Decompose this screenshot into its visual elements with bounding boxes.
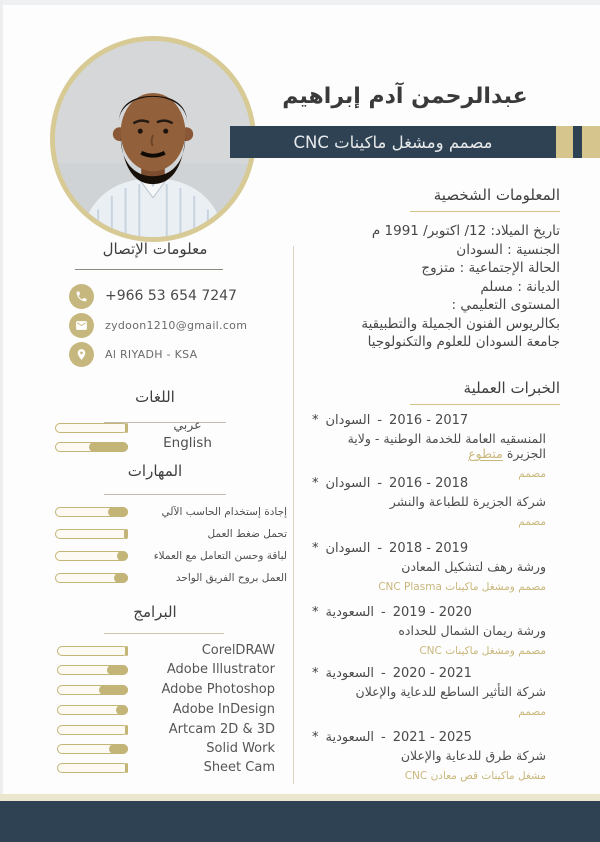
entry-country: السعودية: [325, 605, 375, 620]
entry-role: مصمم: [518, 468, 546, 480]
level-fill: [109, 744, 128, 754]
experience-entry: [312, 413, 560, 480]
entry-company: ورشة رهف لتشكيل المعادن: [401, 559, 546, 574]
religion-line: الديانة : مسلم: [480, 278, 560, 295]
entry-period: 2019 - 2020: [392, 605, 472, 620]
language-level-bar: [55, 423, 128, 433]
entry-period: 2020 - 2021: [392, 666, 472, 681]
program-level-bar: [57, 646, 128, 656]
skill-label: لباقة وحسن التعامل مع العملاء: [153, 550, 287, 562]
asterisk-bullet: *: [312, 541, 319, 556]
degree-line: بكالريوس الفنون الجميلة والتطبيقية: [361, 315, 560, 332]
entry-role: مشغل ماكينات قص معادن CNC: [404, 770, 546, 782]
level-fill: [99, 685, 128, 695]
level-fill: [125, 763, 128, 773]
level-fill: [125, 725, 128, 735]
entry-company: شركة التأثير الساطع للدعاية والإعلان: [355, 684, 546, 699]
entry-date-line: [312, 605, 560, 620]
entry-period: 2021 - 2025: [392, 730, 472, 745]
program-label: Adobe Photoshop: [161, 682, 275, 697]
personal-info-lines: [312, 222, 560, 352]
banner-accent-gold-2: [582, 126, 600, 158]
skill-level-bar: [55, 507, 128, 517]
phone-number: +966 53 654 7247: [105, 288, 237, 304]
programs-title: البرامج: [133, 603, 177, 621]
section-underline: [75, 269, 223, 270]
volunteer-tag: متطوع: [468, 446, 503, 461]
entry-date-line: [312, 413, 560, 428]
entry-date-line: [312, 730, 560, 745]
skill-label: إجادة إستخدام الحاسب الآلي: [161, 506, 287, 518]
profile-photo: [50, 36, 256, 242]
experience-entry: [312, 666, 560, 718]
page-left-edge: [0, 0, 3, 842]
program-level-bar: [57, 725, 128, 735]
section-underline: [104, 633, 224, 634]
email-address: zydoon1210@gmail.com: [105, 319, 248, 332]
level-fill: [125, 646, 128, 656]
column-divider: [293, 246, 294, 784]
entry-country: السودان: [325, 413, 371, 428]
university-line: جامعة السودان للعلوم والتكنولوجيا: [367, 334, 560, 350]
level-fill: [116, 705, 128, 715]
phone-icon: [69, 284, 94, 309]
program-level-bar: [57, 744, 128, 754]
nationality-line: الجنسية : السودان: [456, 241, 560, 258]
experience-entry: [312, 605, 560, 657]
experience-entry: [312, 476, 560, 528]
skill-level-bar: [55, 529, 128, 539]
dash-separator: -: [377, 476, 383, 491]
language-label: English: [163, 435, 212, 451]
dash-separator: -: [381, 666, 386, 681]
asterisk-bullet: *: [312, 605, 319, 620]
entry-role: مصمم: [518, 706, 546, 718]
dash-separator: -: [377, 413, 383, 428]
program-label: CorelDRAW: [201, 643, 275, 658]
entry-role: مصمم: [518, 516, 546, 528]
footer-gold-stripe: [0, 794, 600, 801]
person-portrait-illustration: [55, 41, 251, 237]
program-label: Adobe InDesign: [172, 702, 275, 717]
education-label-line: المستوى التعليمي :: [451, 297, 560, 313]
program-label: Solid Work: [206, 741, 275, 756]
entry-period: 2016 - 2018: [389, 476, 469, 491]
entry-company: شركة الجزيرة للطباعة والنشر: [389, 494, 546, 509]
experience-section: [312, 379, 560, 405]
banner-accent-gold-1: [556, 126, 573, 158]
entry-country: السودان: [325, 541, 371, 556]
dash-separator: -: [377, 541, 383, 556]
level-fill: [107, 665, 128, 675]
footer-navy-bar: [0, 801, 600, 842]
program-level-bar: [57, 705, 128, 715]
skill-label: تحمل ضغط العمل: [207, 528, 287, 540]
languages-title: اللغات: [135, 388, 175, 406]
skill-level-bar: [55, 573, 128, 583]
entry-date-line: [312, 476, 560, 491]
asterisk-bullet: *: [312, 413, 319, 428]
level-fill: [117, 551, 128, 561]
experience-entry: [312, 541, 560, 593]
level-fill: [125, 423, 128, 433]
personal-info-title: المعلومات الشخصية: [433, 186, 560, 204]
language-label: عربي: [173, 417, 202, 432]
skills-title: المهارات: [127, 462, 183, 480]
dash-separator: -: [381, 730, 386, 745]
job-title-banner: [230, 126, 556, 158]
entry-date-line: [312, 541, 560, 556]
dash-separator: -: [381, 605, 386, 620]
section-underline: [410, 211, 560, 212]
skill-level-bar: [55, 551, 128, 561]
level-fill: [89, 442, 128, 452]
entry-company: [312, 431, 560, 461]
entry-period: 2016 - 2017: [389, 413, 469, 428]
banner-accent-navy: [573, 126, 582, 158]
entry-country: السعودية: [325, 666, 375, 681]
language-level-bar: [55, 442, 128, 452]
experience-entry: [312, 730, 560, 782]
entry-company: ورشة ريمان الشمال للحداده: [398, 623, 546, 638]
asterisk-bullet: *: [312, 476, 319, 491]
birthdate-line: تاريخ الميلاد: 12/ اكتوبر/ 1991 م: [371, 223, 560, 239]
entry-country: السودان: [325, 476, 371, 491]
marital-status-line: الحالة الإجتماعية : متزوج: [421, 260, 560, 276]
entry-role: مصمم ومشغل ماكينات CNC Plasma: [378, 581, 546, 593]
asterisk-bullet: *: [312, 730, 319, 745]
page-title-name: عبدالرحمن آدم إبراهيم: [282, 84, 528, 109]
program-label: Adobe Illustrator: [166, 662, 275, 677]
section-underline: [410, 404, 560, 405]
skill-label: العمل بروح الفريق الواحد: [175, 572, 287, 584]
company-text: المنسقيه العامة للخدمة الوطنية - ولاية الجزيرة: [347, 431, 546, 461]
location-text: Al RIYADH - KSA: [105, 348, 198, 361]
page-top-band: [0, 0, 600, 5]
experience-title: الخبرات العملية: [463, 379, 560, 397]
section-underline: [104, 494, 226, 495]
entry-date-line: [312, 666, 560, 681]
program-level-bar: [57, 665, 128, 675]
level-fill: [108, 507, 128, 517]
entry-role: مصمم ومشغل ماكينات CNC: [419, 645, 546, 657]
asterisk-bullet: *: [312, 666, 319, 681]
entry-period: 2018 - 2019: [389, 541, 469, 556]
entry-company: شركة طرق للدعاية والإعلان: [400, 748, 546, 763]
program-level-bar: [57, 763, 128, 773]
program-level-bar: [57, 685, 128, 695]
program-label: Sheet Cam: [203, 760, 275, 775]
personal-info-section: [312, 186, 560, 212]
job-title-text: مصمم ومشغل ماكينات CNC: [293, 132, 493, 152]
email-icon: [69, 313, 94, 338]
entry-country: السعودية: [325, 730, 375, 745]
level-fill: [114, 573, 128, 583]
level-fill: [124, 529, 128, 539]
location-icon: [69, 342, 94, 367]
program-label: Artcam 2D & 3D: [168, 722, 275, 737]
contact-title: معلومات الإتصال: [102, 240, 208, 258]
